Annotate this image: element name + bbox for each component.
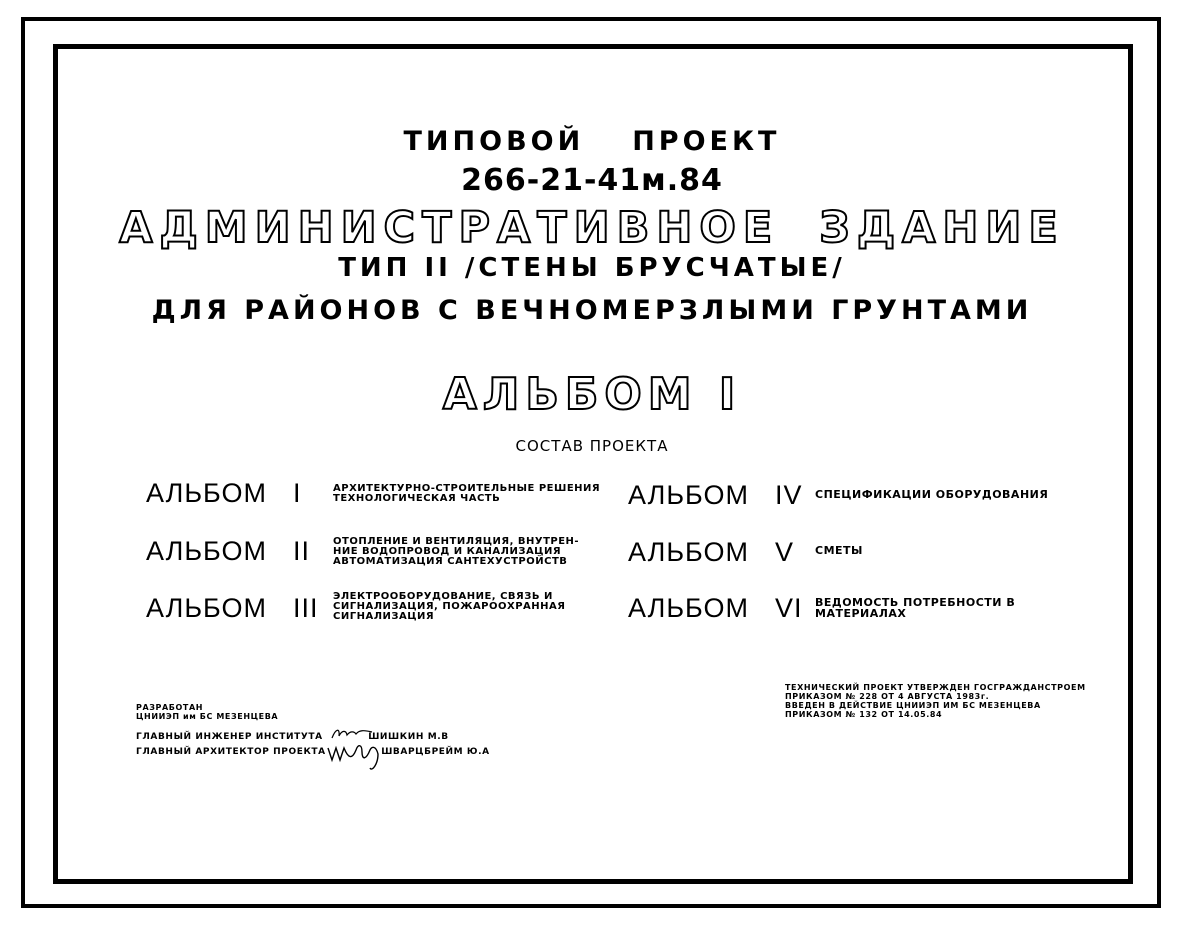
title-word-1: ТИПОВОЙ xyxy=(403,126,585,157)
album-ii-description xyxy=(333,537,579,567)
description-line: НИЕ ВОДОПРОВОД И КАНАЛИЗАЦИЯ xyxy=(333,546,562,557)
project-code: 266-21-41м.84 xyxy=(461,163,723,198)
description-line: ЭЛЕКТРООБОРУДОВАНИЕ, СВЯЗЬ И xyxy=(333,591,553,602)
region-line: ДЛЯ РАЙОНОВ С ВЕЧНОМЕРЗЛЫМИ ГРУНТАМИ xyxy=(151,295,1033,326)
description-line: АВТОМАТИЗАЦИЯ САНТЕХУСТРОЙСТВ xyxy=(333,556,568,567)
composition-title: СОСТАВ ПРОЕКТА xyxy=(515,437,669,455)
album-iii-description xyxy=(333,592,565,622)
developer-line: РАЗРАБОТАН xyxy=(136,703,204,712)
developer-line: ЦНИИЭП им БС МЕЗЕНЦЕВА xyxy=(136,712,279,721)
album-word: АЛЬБОМ xyxy=(146,536,267,566)
description-line: ТЕХНОЛОГИЧЕСКАЯ ЧАСТЬ xyxy=(333,493,501,504)
developer-block xyxy=(136,703,278,721)
approval-line: ПРИКАЗОМ № 132 ОТ 14.05.84 xyxy=(785,710,943,719)
album-word: АЛЬБОМ xyxy=(628,537,749,567)
type-line: ТИП II /СТЕНЫ БРУСЧАТЫЕ/ xyxy=(338,253,846,283)
album-word: АЛЬБОМ xyxy=(146,593,267,623)
chief-architect-title: ГЛАВНЫЙ АРХИТЕКТОР ПРОЕКТА xyxy=(136,747,326,757)
album-title: АЛЬБОМ I xyxy=(442,369,742,420)
album-number: I xyxy=(292,478,302,508)
album-iv-description xyxy=(815,489,1048,500)
album-iv-label xyxy=(628,480,802,511)
album-number: IV xyxy=(774,480,803,510)
description-line: МАТЕРИАЛАХ xyxy=(815,607,907,620)
chief-engineer-name: ШИШКИН М.В xyxy=(368,732,449,742)
album-i-label xyxy=(146,478,301,509)
album-v-description xyxy=(815,545,863,556)
album-word: АЛЬБОМ xyxy=(146,478,267,508)
building-word-2: ЗДАНИЕ xyxy=(819,203,1065,253)
album-number: V xyxy=(774,537,794,567)
approval-line: ВВЕДЕН В ДЕЙСТВИЕ ЦНИИЭП ИМ БС МЕЗЕНЦЕВА xyxy=(785,701,1041,710)
description-line: СИГНАЛИЗАЦИЯ, ПОЖАРООХРАННАЯ xyxy=(333,601,566,612)
description-line: ВЕДОМОСТЬ ПОТРЕБНОСТИ В xyxy=(815,596,1016,609)
album-number: III xyxy=(292,593,319,623)
chief-engineer-line xyxy=(136,733,449,742)
chief-architect-name: ШВАРЦБРЕЙМ Ю.А xyxy=(381,747,490,757)
approval-line: ПРИКАЗОМ № 228 ОТ 4 АВГУСТА 1983г. xyxy=(785,692,990,701)
title-word-2: ПРОЕКТ xyxy=(632,126,781,157)
building-word-1: АДМИНИСТРАТИВНОЕ xyxy=(119,203,780,253)
approval-line: ТЕХНИЧЕСКИЙ ПРОЕКТ УТВЕРЖДЕН ГОСГРАЖДАНСТРОЕМ xyxy=(785,683,1086,692)
album-vi-description xyxy=(815,597,1015,619)
album-word: АЛЬБОМ xyxy=(628,480,749,510)
album-ii-label xyxy=(146,536,310,567)
title-typical-project xyxy=(0,126,1184,157)
album-iii-label xyxy=(146,593,318,624)
album-number: VI xyxy=(774,593,803,623)
album-number: II xyxy=(292,536,310,566)
album-v-label xyxy=(628,537,794,568)
building-name xyxy=(0,203,1184,253)
architect-signature-icon xyxy=(326,738,386,778)
chief-architect-line xyxy=(136,748,490,757)
chief-engineer-title: ГЛАВНЫЙ ИНЖЕНЕР ИНСТИТУТА xyxy=(136,732,323,742)
album-word: АЛЬБОМ xyxy=(628,593,749,623)
description-line: СИГНАЛИЗАЦИЯ xyxy=(333,611,435,622)
description-line: СМЕТЫ xyxy=(815,544,863,557)
approval-block xyxy=(785,683,1086,719)
album-vi-label xyxy=(628,593,802,624)
description-line: ОТОПЛЕНИЕ И ВЕНТИЛЯЦИЯ, ВНУТРЕН- xyxy=(333,536,580,547)
description-line: АРХИТЕКТУРНО-СТРОИТЕЛЬНЫЕ РЕШЕНИЯ xyxy=(333,483,601,494)
description-line: СПЕЦИФИКАЦИИ ОБОРУДОВАНИЯ xyxy=(815,488,1049,501)
album-i-description xyxy=(333,484,600,504)
